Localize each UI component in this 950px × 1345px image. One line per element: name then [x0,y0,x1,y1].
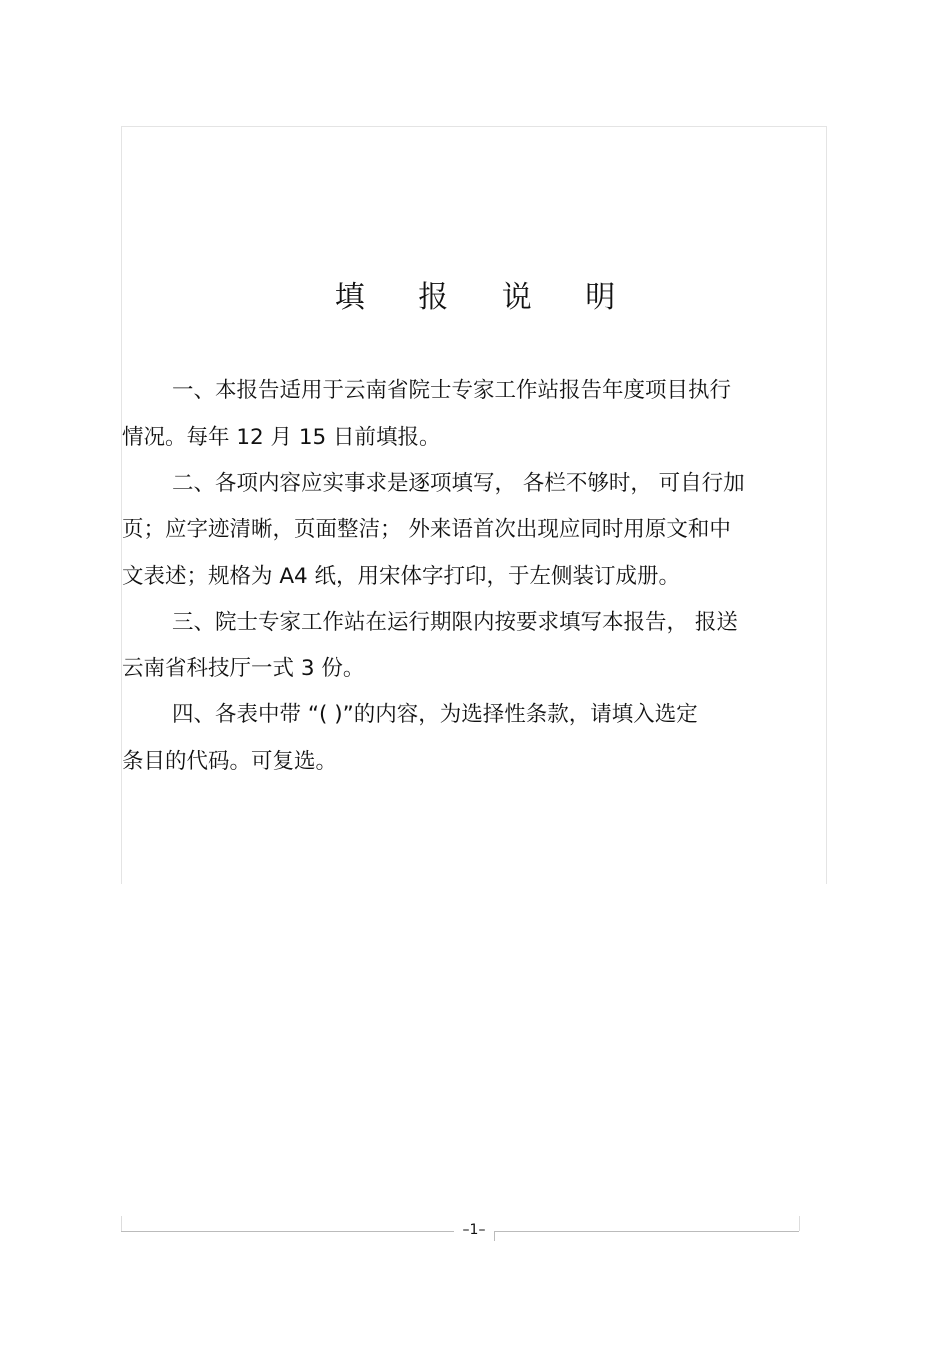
footer-rule-left [121,1231,454,1232]
footer-tick-left [121,1216,122,1231]
page-number: –1– [462,1222,486,1238]
footer-tick-right [799,1216,800,1231]
paragraph-2-line-3: 文表述；规格为 A4 纸，用宋体字打印，于左侧装订成册。 [122,564,681,589]
paragraph-4-line-2: 条目的代码。可复选。 [122,749,338,774]
document-title: 填 报 说 明 [334,280,638,315]
paragraph-3-line-2: 云南省科技厅一式 3 份。 [122,656,365,681]
footer-rule-right [494,1231,799,1232]
paragraph-2-line-1: 二、各项内容应实事求是逐项填写， 各栏不够时， 可自行加 [172,471,745,496]
paragraph-2-line-2: 页；应字迹清晰，页面整洁； 外来语首次出现应同时用原文和中 [122,517,731,542]
footer-tick-middle [494,1231,495,1241]
paragraph-4-line-1: 四、各表中带 “( )”的内容，为选择性条款，请填入选定 [172,702,698,727]
paragraph-1-line-1: 一、本报告适用于云南省院士专家工作站报告年度项目执行 [172,378,732,403]
paragraph-1-line-2: 情况。每年 12 月 15 日前填报。 [122,425,441,450]
paragraph-3-line-1: 三、院士专家工作站在运行期限内按要求填写本报告， 报送 [172,610,738,635]
